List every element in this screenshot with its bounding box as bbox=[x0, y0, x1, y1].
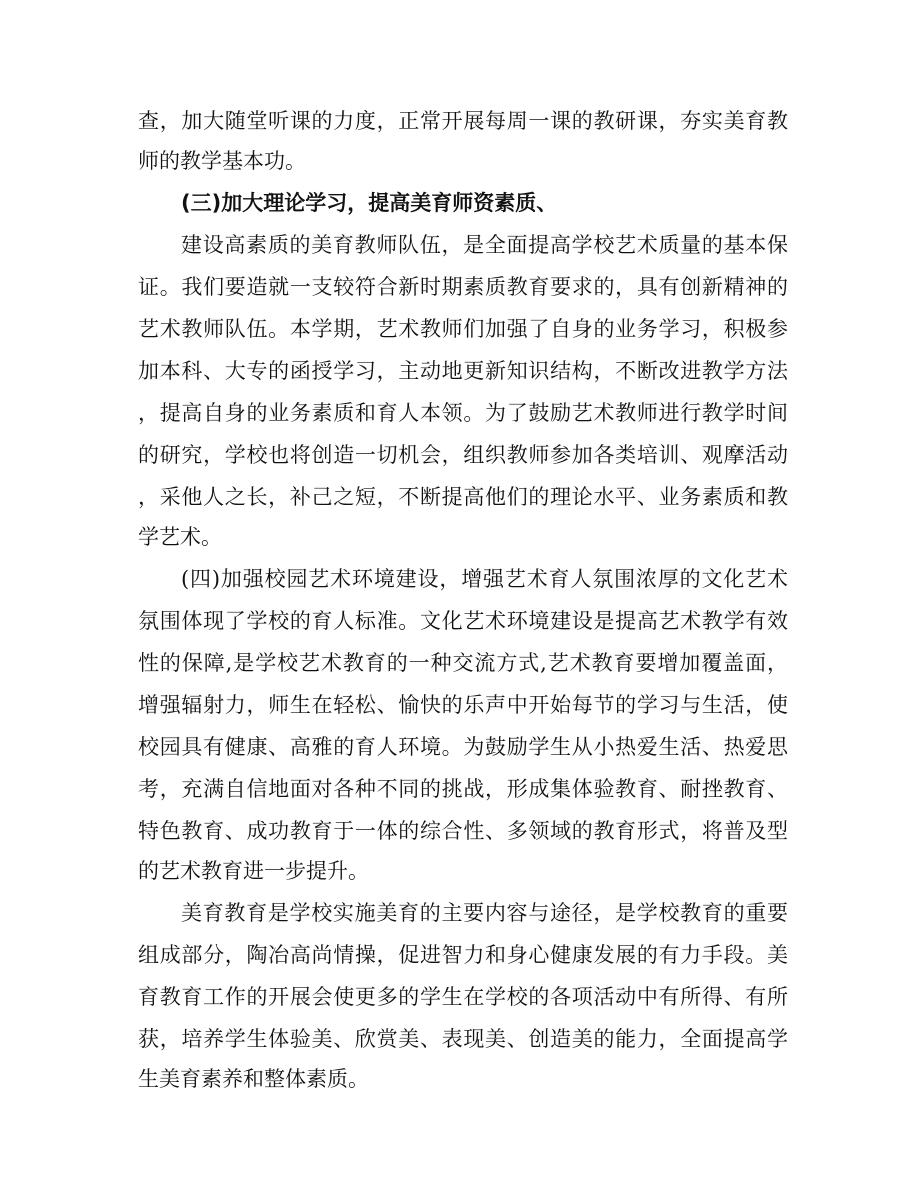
text-line: 师的教学基本功。 bbox=[138, 149, 306, 173]
section-heading-3: (三)加大理论学习，提高美育师资素质、 bbox=[181, 191, 558, 215]
text-line: 特色教育、成功教育于一体的综合性、多领域的教育形式，将普及型 bbox=[138, 819, 788, 843]
text-line: 氛围体现了学校的育人标准。文化艺术环境建设是提高艺术教学有效 bbox=[138, 609, 788, 633]
text-line: ，采他人之长，补己之短，不断提高他们的理论水平、业务素质和教 bbox=[138, 485, 788, 509]
text-line: 增强辐射力，师生在轻松、愉快的乐声中开始每节的学习与生活，使 bbox=[138, 693, 788, 717]
text-line: 证。我们要造就一支较符合新时期素质教育要求的，具有创新精神的 bbox=[138, 275, 788, 299]
text-line: 艺术教师队伍。本学期，艺术教师们加强了自身的业务学习，积极参 bbox=[138, 317, 788, 341]
text-line: 的艺术教育进一步提升。 bbox=[138, 859, 369, 883]
section-heading-4: (四)加强校园艺术环境建设，增强艺术育人氛围浓厚的文化艺术 bbox=[181, 567, 788, 591]
text-line: 学艺术。 bbox=[138, 525, 222, 549]
text-line: 查，加大随堂听课的力度，正常开展每周一课的教研课，夯实美育教 bbox=[138, 109, 788, 133]
text-line: 的研究，学校也将创造一切机会，组织教师参加各类培训、观摩活动 bbox=[138, 443, 788, 467]
text-line: 建设高素质的美育教师队伍，是全面提高学校艺术质量的基本保 bbox=[181, 233, 788, 257]
text-line: 获，培养学生体验美、欣赏美、表现美、创造美的能力，全面提高学 bbox=[138, 1027, 788, 1051]
text-line: 校园具有健康、高雅的育人环境。为鼓励学生从小热爱生活、热爱思 bbox=[138, 735, 788, 759]
text-line: 生美育素养和整体素质。 bbox=[138, 1067, 369, 1091]
text-line: 美育教育是学校实施美育的主要内容与途径，是学校教育的重要 bbox=[181, 901, 788, 925]
text-line: 考，充满自信地面对各种不同的挑战，形成集体验教育、耐挫教育、 bbox=[138, 777, 788, 801]
text-line: ，提高自身的业务素质和育人本领。为了鼓励艺术教师进行教学时间 bbox=[138, 401, 788, 425]
text-line: 组成部分，陶冶高尚情操，促进智力和身心健康发展的有力手段。美 bbox=[138, 943, 788, 967]
text-line: 育教育工作的开展会使更多的学生在学校的各项活动中有所得、有所 bbox=[138, 985, 788, 1009]
text-line: 加本科、大专的函授学习，主动地更新知识结构，不断改进教学方法 bbox=[138, 359, 788, 383]
text-line: 性的保障,是学校艺术教育的一种交流方式,艺术教育要增加覆盖面， bbox=[138, 651, 788, 675]
